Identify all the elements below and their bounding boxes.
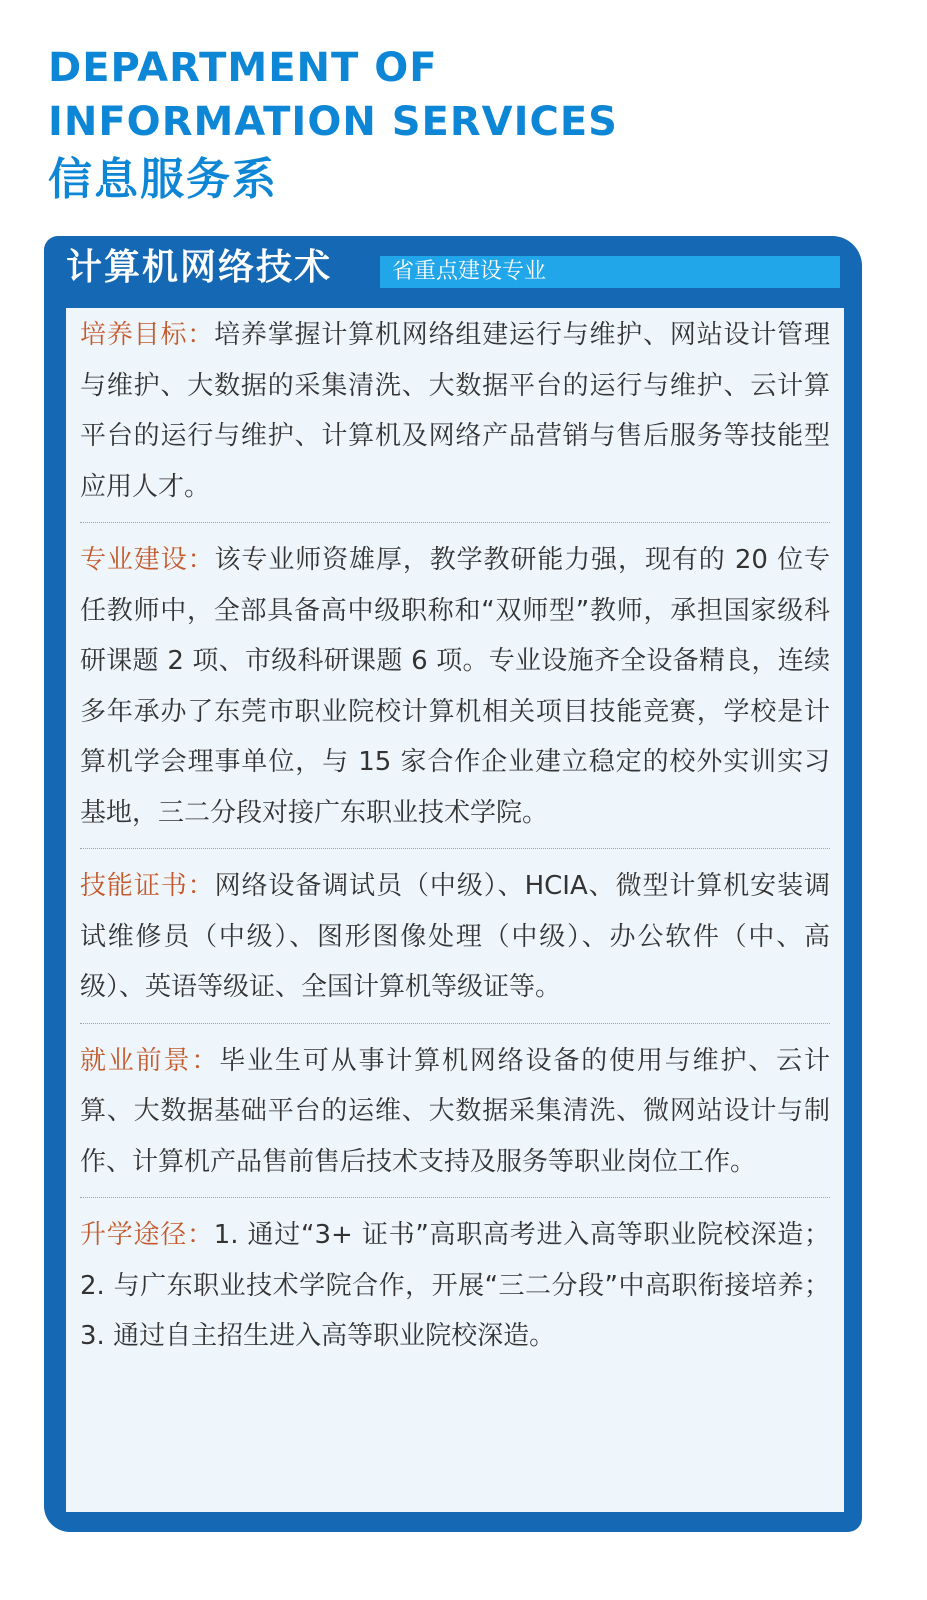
section-text: 网络设备调试员（中级）、HCIA、微型计算机安装调试维修员（中级）、图形图像处理（中级）、办公软件（中、高级）、英语等级证、全国计算机等级证等。	[80, 871, 830, 1002]
section-label: 技能证书：	[80, 871, 215, 901]
major-title: 计算机网络技术	[66, 247, 333, 288]
section-text: 1. 通过“3+ 证书”高职高考进入高等职业院校深造；2. 与广东职业技术学院合作，开展“三二分段”中高职衔接培养；3. 通过自主招生进入高等职业院校深造。	[80, 1220, 830, 1351]
major-badge: 省重点建设专业	[380, 256, 840, 288]
section-career-prospects	[80, 1036, 830, 1199]
department-name-chinese: 信息服务系	[48, 154, 278, 205]
section-label: 专业建设：	[80, 545, 215, 575]
department-name-english-line2: INFORMATION SERVICES	[48, 99, 618, 145]
section-skill-certificates	[80, 861, 830, 1024]
section-text: 培养掌握计算机网络组建运行与维护、网站设计管理与维护、大数据的采集清洗、大数据平台的运行与维护、云计算平台的运行与维护、计算机及网络产品营销与售后服务等技能型应用人才。	[80, 320, 830, 502]
section-program-construction	[80, 535, 830, 849]
section-label: 就业前景：	[80, 1045, 220, 1076]
section-training-goal	[80, 310, 830, 523]
major-card-body	[66, 308, 844, 1512]
department-name-english-line1: DEPARTMENT OF	[48, 45, 438, 91]
section-further-education	[80, 1210, 830, 1372]
section-text: 该专业师资雄厚，教学教研能力强，现有的 20 位专任教师中，全部具备高中级职称和“双师型”教师，承担国家级科研课题 2 项、市级科研课题 6 项。专业设施齐全设备精良，连续多年承办了东莞市职业院校计算机相关项目技能竞赛，学校是计算机学会理事单位，与 15 家合作企业建立稳定的校外实训实习基地，三二分段对接广东职业技术学院。	[80, 545, 830, 828]
section-text: 毕业生可从事计算机网络设备的使用与维护、云计算、大数据基础平台的运维、大数据采集清洗、微网站设计与制作、计算机产品售前售后技术支持及服务等职业岗位工作。	[80, 1045, 830, 1177]
section-label: 培养目标：	[80, 320, 215, 350]
section-label: 升学途径：	[80, 1220, 214, 1250]
major-card-header	[44, 236, 862, 300]
major-card	[44, 236, 862, 1532]
